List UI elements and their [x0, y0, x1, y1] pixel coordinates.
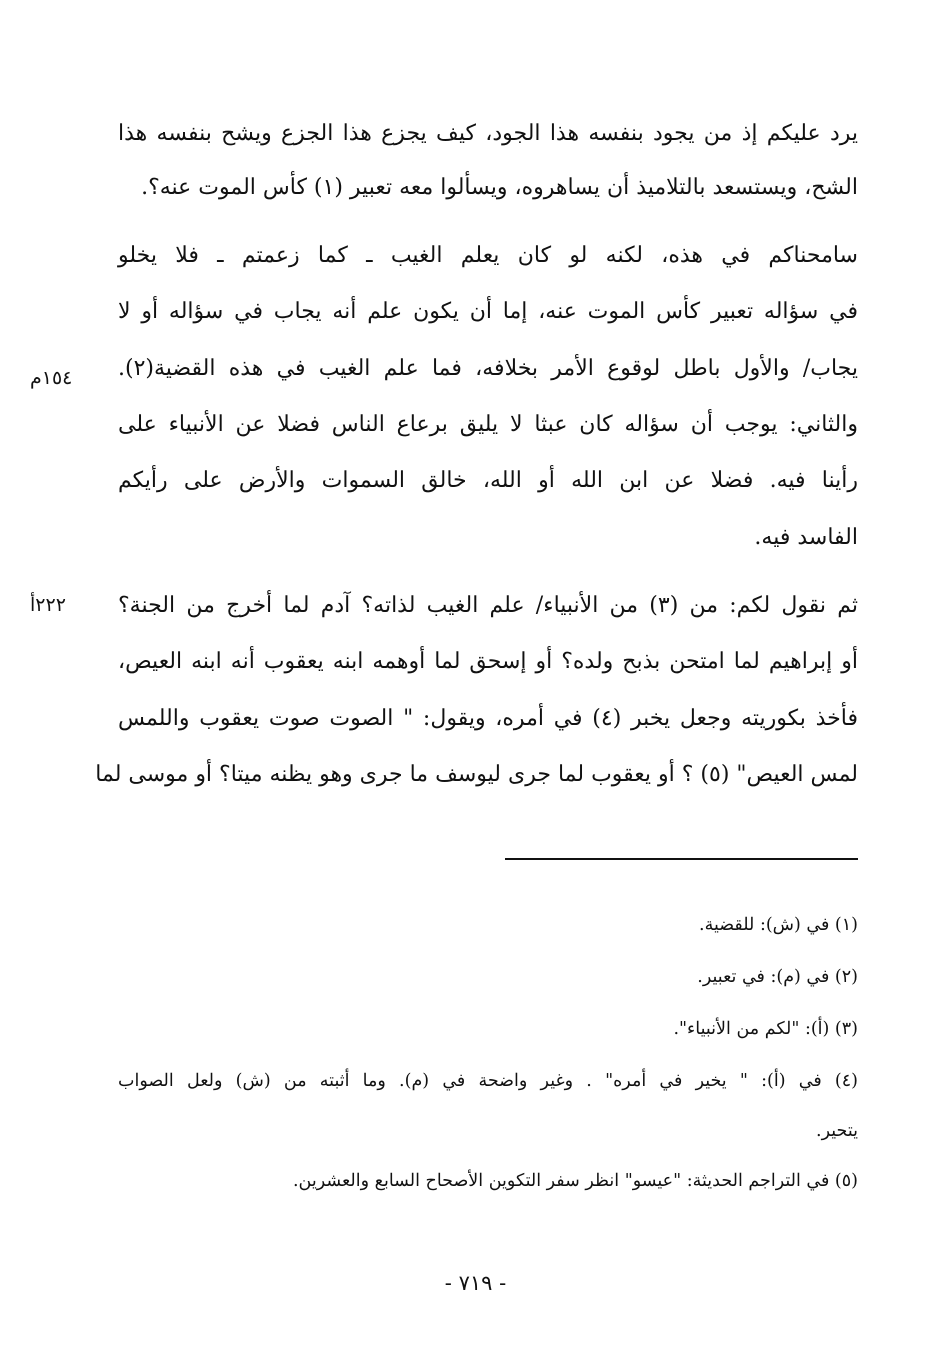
- body-line: والثاني: يوجب أن سؤاله كان عبثا لا يليق برعاع الناس فضلا عن الأنبياء على: [118, 412, 858, 437]
- body-line: ثم نقول لكم: من (٣) من الأنبياء/ علم الغيب لذاته؟ آدم لما أخرج من الجنة؟: [118, 593, 858, 618]
- body-line: يرد عليكم إذ من يجود بنفسه هذا الجود، كيف يجزع هذا الجزع ويشح بنفسه هذا: [118, 121, 858, 146]
- body-line: أو إبراهيم لما امتحن بذبح ولده؟ أو إسحق لما أوهمه ابنه يعقوب أنه ابنه العيص،: [118, 649, 858, 674]
- footnote: (٣) (أ): "لكم من الأنبياء".: [673, 1019, 858, 1039]
- body-line: الشح، ويستسعد بالتلاميذ أن يساهروه، ويسألوا معه تعبير (١) كأس الموت عنه؟.: [141, 175, 858, 200]
- footnote: (٥) في التراجم الحديثة: "عيسو" انظر سفر التكوين الأصحاح السابع والعشرين.: [292, 1171, 858, 1191]
- margin-folio-note: ١٥٤م: [30, 367, 73, 389]
- body-line: يجاب/ والأول باطل لوقوع الأمر بخلافه، فما علم الغيب في هذه القضية(٢).: [118, 356, 858, 381]
- body-line: في سؤاله تعبير كأس الموت عنه، إما أن يكون علم أنه يجاب في سؤاله أو لا: [118, 299, 858, 324]
- body-line: لمس العيص" (٥) ؟ أو يعقوب لما جرى ليوسف ما جرى وهو يظنه ميتا؟ أو موسى لما: [95, 762, 858, 787]
- body-line: سامحناكم في هذه، لكنه لو كان يعلم الغيب ـ كما زعمتم ـ فلا يخلو: [118, 243, 858, 268]
- body-line: رأينا فيه. فضلا عن ابن الله أو الله، خالق السموات والأرض على رأيكم: [118, 468, 858, 493]
- footnote: (٢) في (م): في تعبير.: [697, 967, 858, 987]
- body-line: فأخذ بكوريته وجعل يخبر (٤) في أمره، ويقول: " الصوت صوت يعقوب واللمس: [118, 706, 858, 731]
- page-number: - ٧١٩ -: [444, 1271, 507, 1295]
- footnote-continuation: يتحير.: [816, 1121, 858, 1141]
- footnote-separator: [505, 858, 858, 860]
- margin-folio-note: ٢٢٢أ: [30, 594, 66, 616]
- body-line: الفاسد فيه.: [754, 525, 858, 550]
- footnote: (١) في (ش): للقضية.: [699, 915, 858, 935]
- footnote: (٤) في (أ): " يخير في أمره" . وغير واضحة في (م). وما أثبته من (ش) ولعل الصواب: [118, 1071, 858, 1091]
